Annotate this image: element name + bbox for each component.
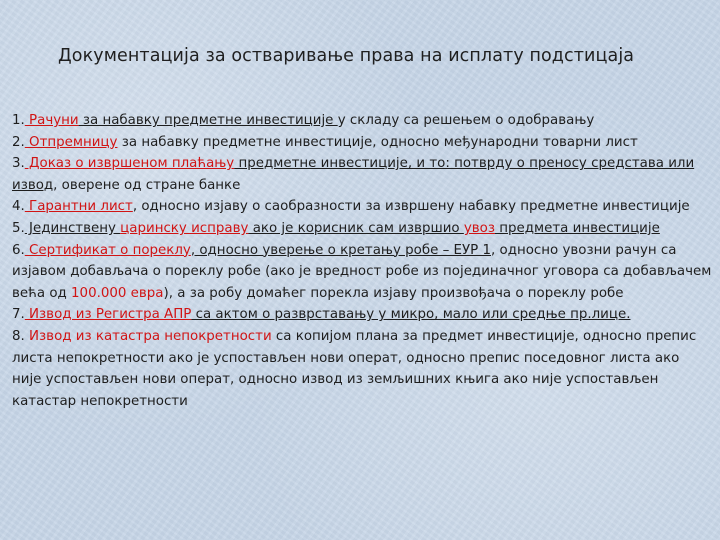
requirement-item [12,132,712,154]
highlighted-term: Гарантни лист [24,199,133,215]
item-text: ), а за робу домаћег порекла изјаву произвођача о пореклу робе [163,285,624,301]
requirements-list [12,110,712,412]
item-text: Јединствену [24,220,121,236]
item-text: , оверене од стране банке [53,177,241,193]
highlighted-term: увоз [463,220,495,236]
highlighted-term: Отпремницу [24,134,118,150]
requirement-item [12,110,712,132]
item-text: , односно увозни рачун са изјавом добављача о пореклу робе (ако је вредност робе из појединачног уговора са добављачем већа од [12,242,712,301]
highlighted-term: 100.000 евра [71,285,164,301]
highlighted-term: Рачуни [24,113,79,128]
item-text: са копијом плана за предмет инвестиције, односно препис листа непокретности ако је успостављен нови операт, односно препис поседовног листа ако није успостављен нови операт, односно извод из земљишних књига ако није успостављен катастар непокретности [12,328,697,409]
item-text: за набавку предметне инвестиције, односно међународни товарни лист [117,134,638,150]
highlighted-term: Извод из катастра непокретности [24,328,272,344]
requirement-item [12,218,712,240]
item-text: у складу са решењем о одобравању [337,113,595,128]
requirement-item [12,153,712,196]
item-number: 1. [12,113,25,128]
requirement-item [12,304,712,326]
slide-title: Документација за остваривање права на исплату подстицаја [58,46,635,66]
item-text: предмета инвестиције [495,220,660,236]
item-text: , односно уверење о кретању робе – ЕУР 1 [190,242,492,258]
item-number: 8. [12,328,25,344]
item-text: , односно изјаву о саобразности за извршену набавку предметне инвестиције [132,199,690,215]
item-text: предметне инвестиције, и то: потврду о преносу средстава или извод [12,156,695,193]
item-text: са актом о разврставању у микро, мало или средње пр.лице. [191,307,631,323]
highlighted-term: Сертификат о пореклу [24,242,191,258]
requirement-item [12,326,712,412]
item-number: 2. [12,134,25,150]
item-number: 7. [12,307,25,323]
highlighted-term: Доказ о извршеном плаћању [24,156,235,172]
highlighted-term: царинску исправу [120,220,249,236]
requirement-item [12,240,712,305]
item-text: за набавку предметне инвестиције [78,113,338,128]
highlighted-term: Извод из Регистра АПР [24,307,192,323]
item-number: 4. [12,199,25,215]
requirement-item [12,196,712,218]
item-number: 3. [12,156,25,172]
item-number: 5. [12,220,25,236]
item-number: 6. [12,242,25,258]
item-text: ако је корисник сам извршио [248,220,464,236]
